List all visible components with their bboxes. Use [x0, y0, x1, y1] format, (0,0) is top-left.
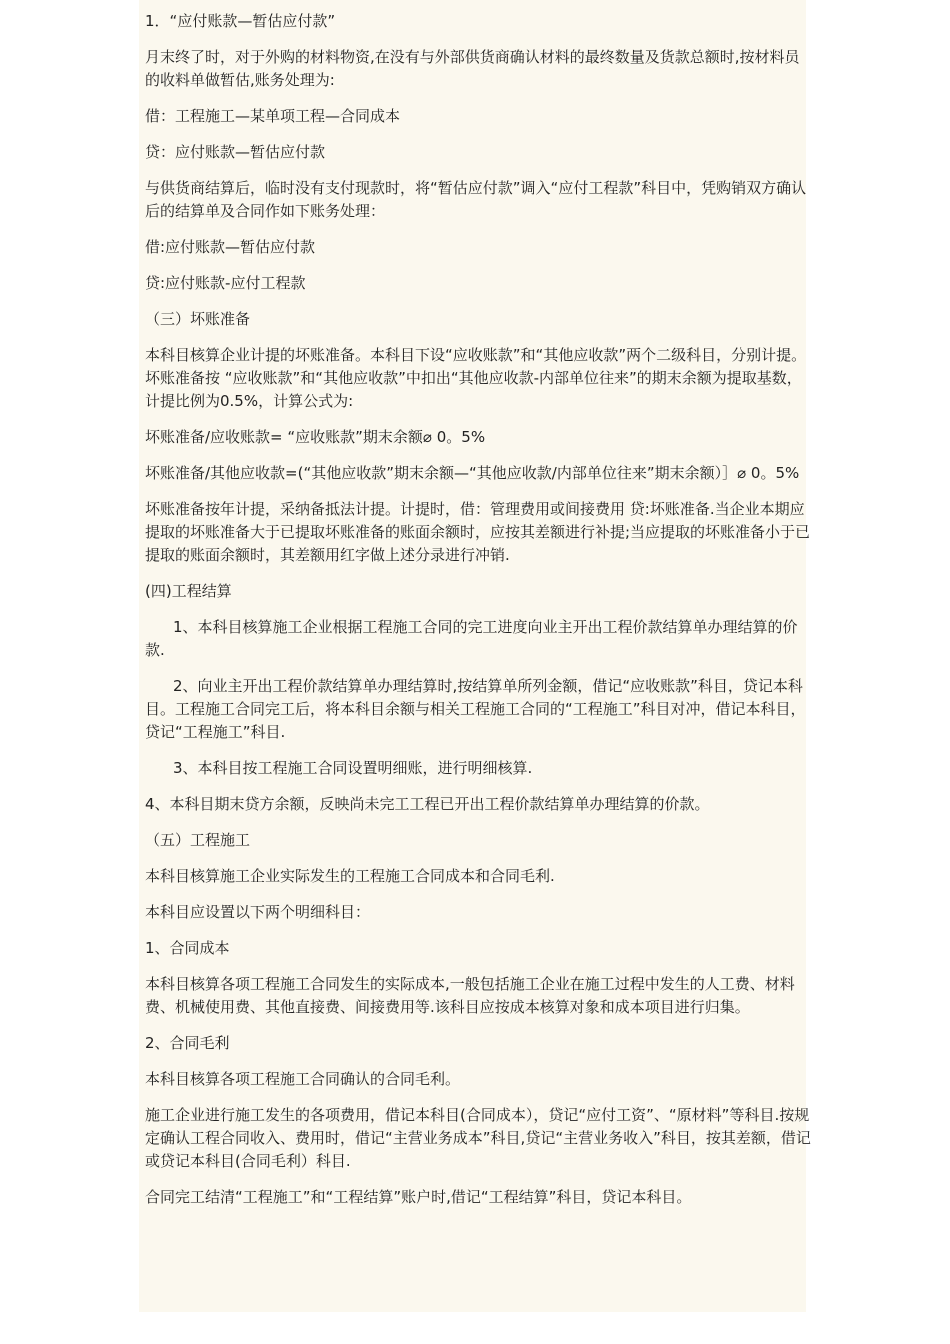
- paragraph: 1．“应付账款—暂估应付款”: [145, 12, 336, 30]
- formula: 坏账准备/其他应收款=(“其他应收款”期末余额—“其他应收款/内部单位往来”期末余额）］⌀ 0。5%: [145, 464, 800, 482]
- paragraph: 4、本科目期末贷方余额，反映尚未完工工程已开出工程价款结算单办理结算的价款。: [145, 795, 710, 813]
- paragraph: 本科目核算企业计提的坏账准备。本科目下设“应收账款”和“其他应收款”两个二级科目，分别计提。坏账准备按 “应收账款”和“其他应收款”中扣出“其他应收款-内部单位往来”的期末余额为提取基数，计提比例为0.5%，计算公式为:: [145, 346, 807, 410]
- paragraph: 2、向业主开出工程价款结算单办理结算时,按结算单所列金额，借记“应收账款”科目，贷记本科目。工程施工合同完工后，将本科目余额与相关工程施工合同的“工程施工”科目对冲，借记本科目，贷记“工程施工”科目.: [145, 677, 806, 741]
- paragraph: 借:应付账款—暂估应付款: [145, 238, 316, 256]
- paragraph: 施工企业进行施工发生的各项费用，借记本科目(合同成本），贷记“应付工资”、“原材料”等科目.按规定确认工程合同收入、费用时，借记“主营业务成本”科目,贷记“主营业务收入”科目，按其差额，借记或贷记本科目(合同毛利）科目.: [145, 1106, 811, 1170]
- paragraph: 贷：应付账款—暂估应付款: [145, 143, 326, 161]
- section-heading: （五）工程施工: [145, 831, 251, 849]
- document-body: [145, 10, 813, 1222]
- paragraph: 本科目核算各项工程施工合同发生的实际成本,一般包括施工企业在施工过程中发生的人工费、材料费、机械使用费、其他直接费、间接费用等.该科目应按成本核算对象和成本项目进行归集。: [145, 975, 795, 1016]
- formula: 坏账准备/应收账款= “应收账款”期末余额⌀ 0。5%: [145, 428, 486, 446]
- paragraph: 月末终了时，对于外购的材料物资,在没有与外部供货商确认材料的最终数量及货款总额时,按材料员的收料单做暂估,账务处理为:: [145, 48, 800, 89]
- paragraph: 1、本科目核算施工企业根据工程施工合同的完工进度向业主开出工程价款结算单办理结算的价款.: [145, 618, 798, 659]
- paragraph: 本科目应设置以下两个明细科目：: [145, 903, 371, 921]
- paragraph: 坏账准备按年计提，采纳备抵法计提。计提时，借：管理费用或间接费用 贷:坏账准备.当企业本期应提取的坏账准备大于已提取坏账准备的账面余额时，应按其差额进行补提;当应提取的坏账准备小于已提取的账面余额时，其差额用红字做上述分录进行冲销.: [145, 500, 811, 564]
- paragraph: 借：工程施工—某单项工程—合同成本: [145, 107, 401, 125]
- paragraph: 本科目核算各项工程施工合同确认的合同毛利。: [145, 1070, 461, 1088]
- paragraph: 贷:应付账款-应付工程款: [145, 274, 306, 292]
- subheading: 2、合同毛利: [145, 1034, 230, 1052]
- section-heading: (四)工程结算: [145, 582, 232, 600]
- paragraph: 本科目核算施工企业实际发生的工程施工合同成本和合同毛利.: [145, 867, 555, 885]
- section-heading: （三）坏账准备: [145, 310, 251, 328]
- paragraph: 3、本科目按工程施工合同设置明细账，进行明细核算.: [173, 759, 533, 777]
- paragraph: 合同完工结清“工程施工”和“工程结算”账户时,借记“工程结算”科目，贷记本科目。: [145, 1188, 692, 1206]
- subheading: 1、合同成本: [145, 939, 230, 957]
- paragraph: 与供货商结算后，临时没有支付现款时，将“暂估应付款”调入“应付工程款”科目中，凭购销双方确认后的结算单及合同作如下账务处理：: [145, 179, 807, 220]
